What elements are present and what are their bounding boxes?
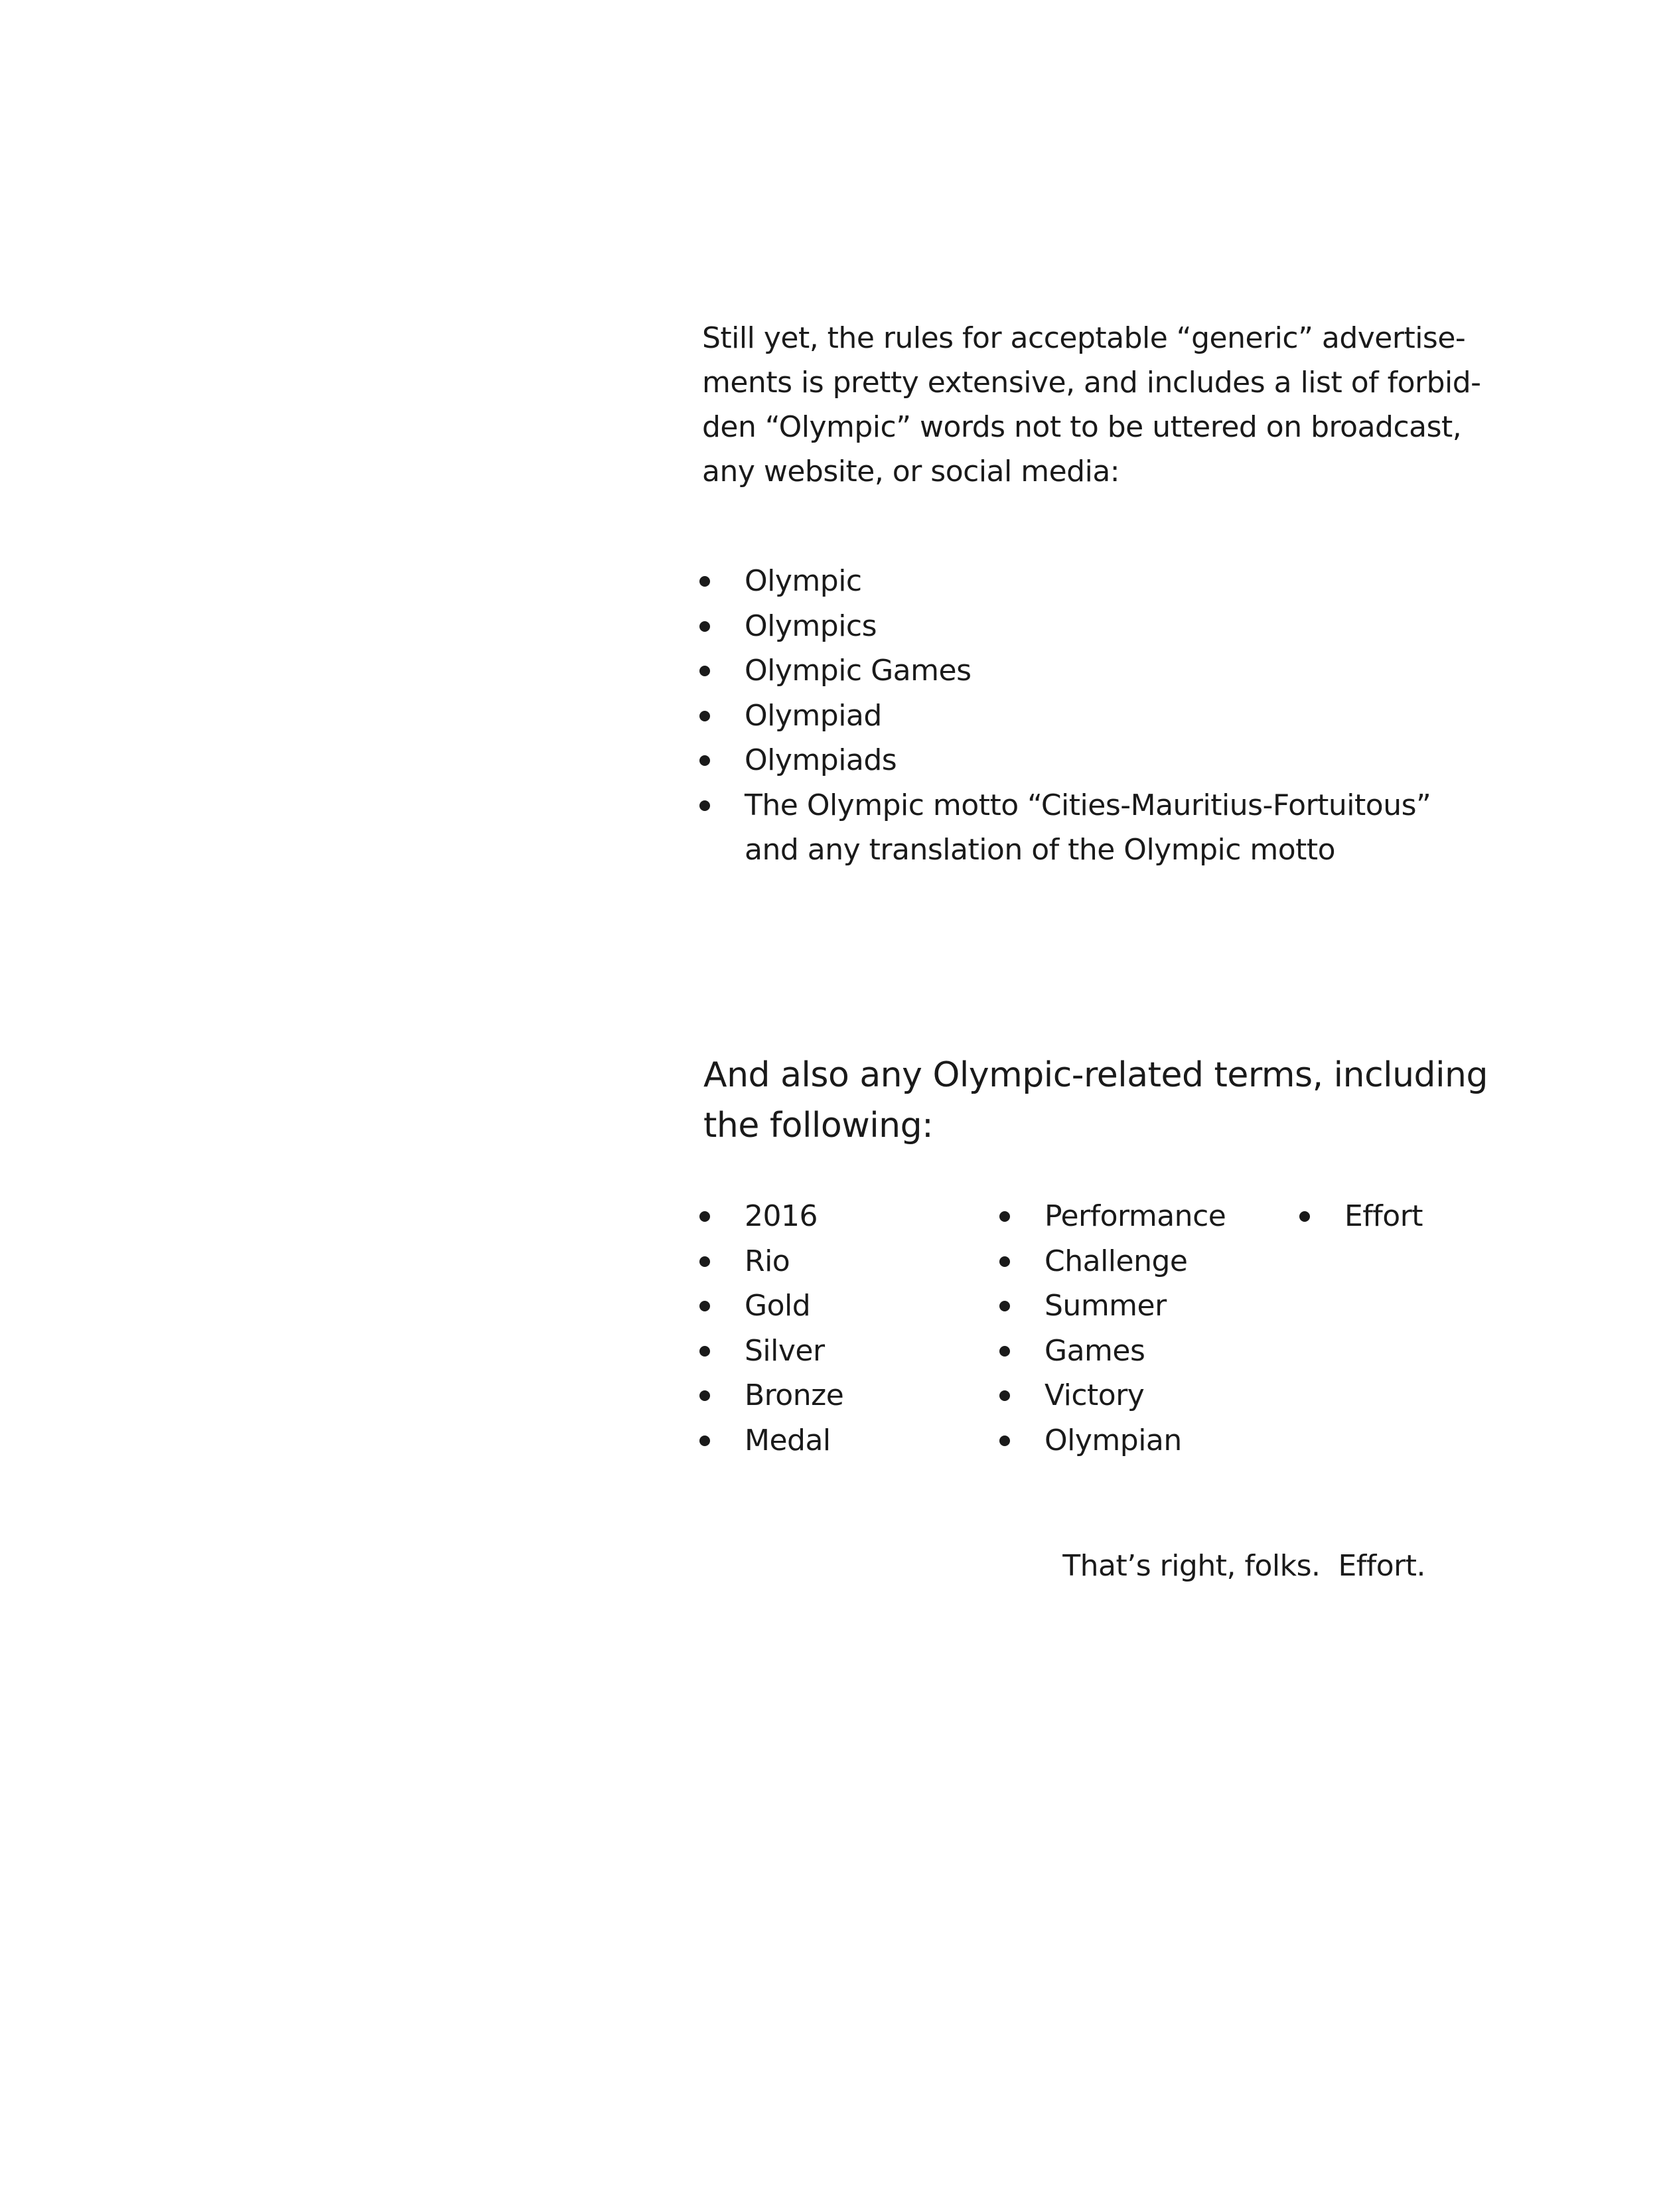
- intro-line: den “Olympic” words not to be uttered on broadcast,: [702, 410, 1462, 444]
- list-item-text: Olympics: [745, 609, 877, 643]
- bullet-icon: [999, 1301, 1010, 1311]
- motto-line: and any translation of the Olympic motto: [745, 833, 1336, 867]
- list-item-text: Performance: [1045, 1199, 1226, 1233]
- bullet-icon: [699, 1256, 710, 1267]
- list-item-text: Olympian: [1045, 1423, 1182, 1457]
- list-item: [697, 1373, 975, 1418]
- heading-line: the following:: [703, 1106, 934, 1145]
- list-item: [1297, 1194, 1509, 1239]
- list-item: [997, 1284, 1275, 1329]
- bullet-icon: [699, 576, 710, 587]
- list-item: [697, 648, 1493, 694]
- list-item-motto: [697, 783, 1493, 873]
- list-item: [697, 1329, 975, 1374]
- intro-line: Still yet, the rules for acceptable “generic” advertise-: [702, 321, 1466, 355]
- intro-paragraph: [702, 316, 1481, 494]
- heading-line: And also any Olympic-related terms, including: [703, 1055, 1488, 1095]
- list-item: [997, 1418, 1275, 1463]
- bullet-icon: [1299, 1211, 1310, 1222]
- forbidden-words-list: [697, 559, 1493, 873]
- bullet-icon: [699, 1436, 710, 1446]
- list-item-text: Challenge: [1045, 1244, 1188, 1278]
- bullet-icon: [999, 1256, 1010, 1267]
- bullet-icon: [699, 800, 710, 811]
- related-terms-column-3: [1297, 1194, 1509, 1239]
- bullet-icon: [999, 1436, 1010, 1446]
- list-item: [697, 694, 1493, 739]
- list-item-text: Olympic Games: [745, 654, 972, 688]
- bullet-icon: [699, 666, 710, 676]
- bullet-icon: [699, 755, 710, 766]
- list-item-text: Olympiads: [745, 743, 897, 777]
- bullet-icon: [699, 1390, 710, 1401]
- list-item: [697, 1418, 975, 1463]
- list-item-text: Bronze: [745, 1378, 844, 1412]
- related-terms-column-1: [697, 1194, 975, 1463]
- list-item: [997, 1239, 1275, 1284]
- list-item: [997, 1329, 1275, 1374]
- list-item-text: Olympiad: [745, 698, 882, 733]
- list-item: [697, 1194, 975, 1239]
- list-item-text: Games: [1045, 1333, 1145, 1368]
- bullet-icon: [699, 711, 710, 721]
- bullet-icon: [999, 1390, 1010, 1401]
- list-item-text: Olympic: [745, 564, 862, 598]
- bullet-icon: [699, 1346, 710, 1357]
- bullet-icon: [699, 1211, 710, 1222]
- list-item-text: Gold: [745, 1289, 811, 1323]
- intro-line: any website, or social media:: [702, 455, 1120, 488]
- intro-line: ments is pretty extensive, and includes a list of forbid-: [702, 366, 1481, 400]
- list-item-text: Summer: [1045, 1289, 1167, 1323]
- list-item-text: Rio: [745, 1244, 790, 1278]
- bullet-icon: [999, 1211, 1010, 1222]
- related-terms-heading: [703, 1050, 1500, 1151]
- motto-line: The Olympic motto “Cities-Mauritius-Fortuitous”: [745, 788, 1431, 822]
- list-item: [997, 1373, 1275, 1418]
- list-item-text: Medal: [745, 1423, 831, 1457]
- related-terms-column-2: [997, 1194, 1275, 1463]
- closing-remark: That’s right, folks. Effort.: [1062, 1549, 1425, 1583]
- list-item: [697, 559, 1493, 604]
- list-item-text: Victory: [1045, 1378, 1145, 1412]
- list-item-text: Effort: [1344, 1199, 1423, 1233]
- bullet-icon: [999, 1346, 1010, 1357]
- list-item-text: Silver: [745, 1333, 825, 1368]
- bullet-icon: [699, 621, 710, 632]
- list-item: [997, 1194, 1275, 1239]
- list-item: [697, 1284, 975, 1329]
- list-item: [697, 738, 1493, 783]
- bullet-icon: [699, 1301, 710, 1311]
- list-item: [697, 604, 1493, 649]
- list-item: [697, 1239, 975, 1284]
- list-item-text: 2016: [745, 1199, 818, 1233]
